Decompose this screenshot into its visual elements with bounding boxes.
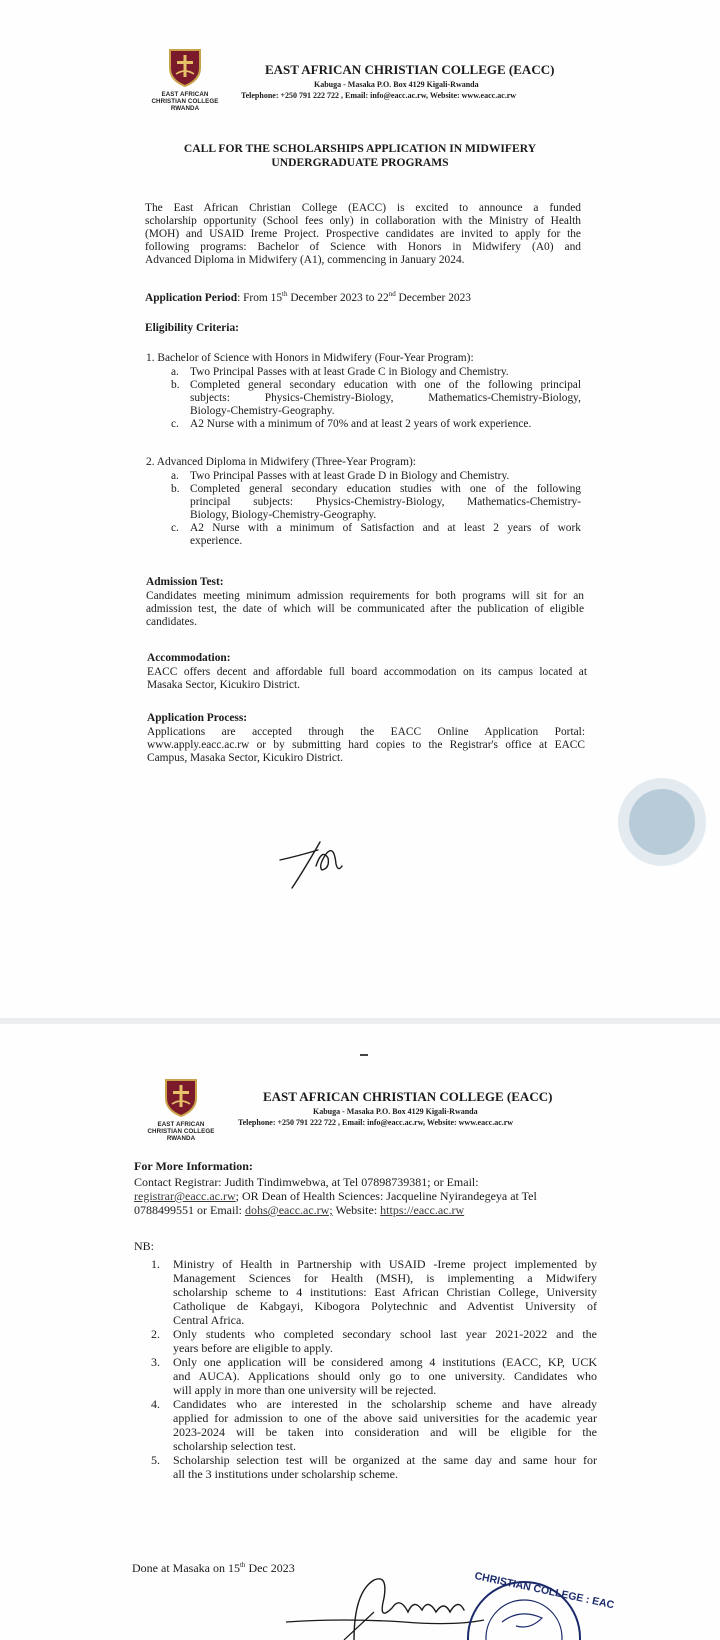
list-marker: c. (171, 418, 179, 430)
college-name: EAST AFRICAN CHRISTIAN COLLEGE (EACC) (265, 62, 555, 77)
list-item-line: scholarship scheme to 4 institutions: East African Christian College, University (173, 1285, 597, 1299)
list-item-line: all the 3 institutions under scholarship scheme. (173, 1467, 398, 1481)
text-line: The East African Christian College (EACC) is excited to announce a funded (145, 202, 581, 214)
list-item-line: Ministry of Health in Partnership with USAID -Ireme project implemented by (173, 1257, 597, 1271)
text-line: Advanced Diploma in Midwifery (A1), commencing in January 2024. (145, 254, 465, 266)
list-marker: 3. (151, 1355, 160, 1369)
list-item-line: Completed general secondary education with one of the following principal (190, 379, 581, 391)
list-item-line: experience. (190, 535, 243, 547)
registrar-email-link[interactable]: registrar@eacc.ac.rw (134, 1189, 236, 1203)
list-marker: a. (171, 366, 179, 378)
criteria-item (171, 470, 581, 483)
list-item-line: Biology, Biology-Chemistry-Geography. (190, 509, 377, 521)
camera-button-core[interactable] (629, 789, 695, 855)
title-line1: CALL FOR THE SCHOLARSHIPS APPLICATION IN MIDWIFERY (183, 142, 537, 155)
admission-heading: Admission Test: (146, 576, 224, 588)
list-item-line: applied for admission to one of the above said universities for the academic year (173, 1411, 597, 1425)
nb-list (151, 1257, 597, 1481)
program1-criteria-list (171, 366, 581, 431)
list-item-line: scholarship selection test. (173, 1439, 296, 1453)
list-marker: c. (171, 522, 179, 534)
stamp-text: CHRISTIAN COLLEGE : EAC (473, 1570, 616, 1612)
text-line: www.apply.eacc.ac.rw or by submitting hard copies to the Registrar's office at EACC (147, 739, 585, 751)
shield-logo-icon (162, 1076, 200, 1118)
nb-item (151, 1355, 597, 1397)
criteria-item (171, 366, 581, 379)
text-line: scholarship opportunity (School fees only) in collaboration with the Ministry of Health (145, 215, 581, 227)
text-line: EACC offers decent and affordable full board accommodation on its campus located at (147, 666, 587, 678)
letterhead (0, 46, 720, 136)
nb-heading: NB: (134, 1239, 155, 1253)
list-item-line: Candidates who are interested in the scholarship scheme and have already (173, 1397, 597, 1411)
criteria-item (171, 379, 581, 418)
list-item-line: subjects: Physics-Chemistry-Biology, Mathematics-Chemistry-Biology, (190, 392, 581, 404)
text-line: Applications are accepted through the EACC Online Application Portal: (147, 726, 585, 738)
accommodation-text (147, 666, 587, 692)
list-item-line: Only students who completed secondary school last year 2021-2022 and the (173, 1327, 597, 1341)
list-item-line: Two Principal Passes with at least Grade C in Biology and Chemistry. (190, 366, 509, 378)
nb-item (151, 1397, 597, 1453)
process-heading: Application Process: (147, 712, 248, 724)
logo-text-line1: EAST AFRICAN (157, 1121, 205, 1128)
list-item-line: Scholarship selection test will be organized at the same day and same hour for (173, 1453, 597, 1467)
list-marker: a. (171, 470, 179, 482)
done-at-line: Done at Masaka on 15th Dec 2023 (132, 1561, 295, 1575)
logo-text-line1: EAST AFRICAN (161, 91, 209, 98)
text-line: (MOH) and USAID Ireme Project. Prospective candidates are invited to apply for the (145, 228, 581, 240)
college-logo-page2 (141, 1076, 221, 1142)
signature-and-stamp (284, 1552, 584, 1640)
logo-text-line3: RWANDA (166, 1135, 196, 1142)
list-item-line: Completed general secondary education studies with one of the following (190, 483, 581, 495)
list-item-line: will apply in more than one university will be rejected. (173, 1383, 437, 1397)
criteria-item (171, 522, 581, 548)
text-line: Candidates meeting minimum admission requirements for both programs will sit for an (146, 590, 584, 602)
process-text (147, 726, 585, 765)
website-link[interactable]: https://eacc.ac.rw (380, 1203, 465, 1217)
logo-text-line3: RWANDA (170, 105, 200, 112)
list-marker: 2. (151, 1327, 160, 1341)
title-line2: UNDERGRADUATE PROGRAMS (271, 156, 449, 169)
program2-title: 2. Advanced Diploma in Midwifery (Three-Year Program): (146, 456, 416, 468)
list-marker: 5. (151, 1453, 160, 1467)
shield-logo-icon (166, 46, 204, 88)
text-line: following programs: Bachelor of Science with Honors in Midwifery (A0) and (145, 241, 581, 253)
text-line: Campus, Masaka Sector, Kicukiro District. (147, 752, 343, 764)
college-address: Kabuga - Masaka P.O. Box 4129 Kigali-Rwanda (313, 1107, 478, 1116)
list-item-line: Biology-Chemistry-Geography. (190, 405, 335, 417)
nb-item (151, 1453, 597, 1481)
list-marker: 4. (151, 1397, 160, 1411)
list-item-line: Only one application will be considered among 4 institutions (EACC, KP, UCK (173, 1355, 597, 1369)
list-item-line: 2023-2024 will be taken into consideration and will be eligible for the (173, 1425, 597, 1439)
college-logo (145, 46, 225, 112)
list-marker: b. (171, 379, 180, 391)
intro-paragraph (145, 202, 581, 267)
college-contact: Telephone: +250 791 222 722 , Email: info@eacc.ac.rw, Website: www.eacc.ac.rw (238, 1118, 514, 1127)
text-line: Masaka Sector, Kicukiro District. (147, 679, 300, 691)
text-line: candidates. (146, 616, 197, 628)
application-period: Application Period: From 15th December 2023 to 22nd December 2023 (145, 290, 471, 304)
admission-text (146, 590, 584, 629)
list-item-line: A2 Nurse with a minimum of 70% and at least 2 years of work experience. (190, 418, 532, 430)
college-address: Kabuga - Masaka P.O. Box 4129 Kigali-Rwanda (314, 80, 479, 89)
list-item-line: years before are eligible to apply. (173, 1341, 333, 1355)
program1-title: 1. Bachelor of Science with Honors in Midwifery (Four-Year Program): (146, 352, 474, 364)
list-item-line: Two Principal Passes with at least Grade D in Biology and Chemistry. (190, 470, 510, 482)
text-line: admission test, the date of which will be communicated after the publication of eligible (146, 603, 584, 615)
list-marker: b. (171, 483, 180, 495)
nb-item (151, 1257, 597, 1327)
logo-text-line2: CHRISTIAN COLLEGE (147, 1128, 215, 1135)
nb-item (151, 1327, 597, 1355)
accommodation-heading: Accommodation: (147, 652, 231, 664)
list-item-line: A2 Nurse with a minimum of Satisfaction and at least 2 years of work (190, 522, 581, 534)
page-mark (360, 1054, 368, 1056)
list-item-line: principal subjects: Physics-Chemistry-Biology, Mathematics-Chemistry- (190, 496, 581, 508)
criteria-item (171, 418, 581, 431)
criteria-item (171, 483, 581, 522)
logo-text-line2: CHRISTIAN COLLEGE (151, 98, 219, 105)
letterhead-page2 (0, 1076, 720, 1166)
dohs-email-link[interactable]: dohs@eacc.ac.rw; (245, 1203, 333, 1217)
signature-mark (278, 836, 348, 892)
list-item-line: and AUCA). Applications should only go to one university. Candidates who (173, 1369, 597, 1383)
list-item-line: Management Sciences for Health (MSH), is implementing a Midwifery (173, 1271, 597, 1285)
more-info-heading: For More Information: (134, 1159, 253, 1173)
floating-camera-button[interactable] (618, 778, 706, 866)
contact-info: Contact Registrar: Judith Tindimwebwa, at Tel 07898739381; or Email: registrar@eacc.ac.rw; OR Dean of Health Sciences: Jacqueline Nyirandegeya at Tel 0788499551 or Email: dohs@eacc.ac.rw; Website: https://eacc.ac.rw (134, 1175, 537, 1217)
college-contact: Telephone: +250 791 222 722 , Email: info@eacc.ac.rw, Website: www.eacc.ac.rw (241, 91, 517, 100)
list-item-line: Central Africa. (173, 1313, 245, 1327)
college-name: EAST AFRICAN CHRISTIAN COLLEGE (EACC) (263, 1089, 553, 1104)
list-marker: 1. (151, 1257, 160, 1271)
program2-criteria-list (171, 470, 581, 548)
eligibility-heading: Eligibility Criteria: (145, 322, 239, 334)
document-page-2 (0, 1024, 720, 1640)
document-title (150, 142, 570, 170)
list-item-line: Catholique de Kabgayi, Kibogora Polytechnic and Adventist University of (173, 1299, 597, 1313)
